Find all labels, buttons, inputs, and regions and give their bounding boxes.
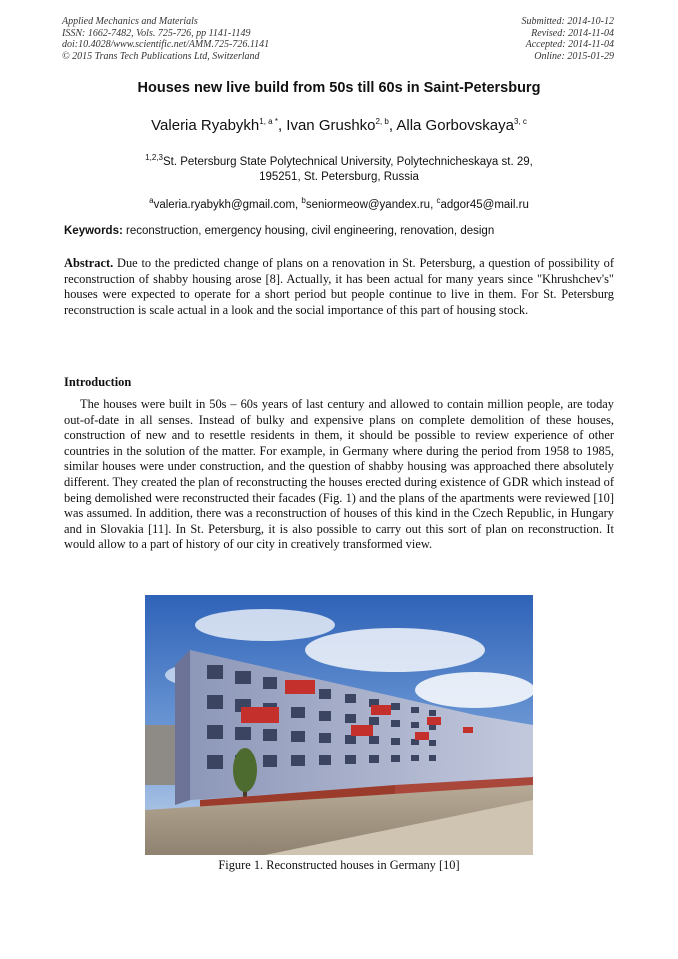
affiliation-line-1: St. Petersburg State Polytechnical University, Polytechnicheskaya st. 29, xyxy=(162,155,533,168)
journal-header-right xyxy=(522,16,615,62)
doi-line: doi:10.4028/www.scientific.net/AMM.725-726.1141 xyxy=(62,39,270,50)
journal-header-left xyxy=(62,16,269,62)
affiliation xyxy=(0,150,678,185)
author-sup: 3, c xyxy=(513,117,527,126)
accepted-date: Accepted: 2014-11-04 xyxy=(525,39,614,50)
abstract xyxy=(64,256,614,318)
journal-name: Applied Mechanics and Materials xyxy=(62,16,198,27)
abstract-label: Abstract. xyxy=(64,256,114,270)
revised-date: Revised: 2014-11-04 xyxy=(531,27,614,39)
author-sup: 2, b xyxy=(375,117,389,126)
affiliation-line-2: 195251, St. Petersburg, Russia xyxy=(259,170,419,183)
online-date: Online: 2015-01-29 xyxy=(534,50,614,62)
paper-title: Houses new live build from 50s till 60s in Saint-Petersburg xyxy=(137,80,541,96)
introduction-text: The houses were built in 50s – 60s years of last century and allowed to contain million people, are today out-of-date in all senses. Instead of bulky and expensive plans on complete demolition of these houses, construction of new and to resettle residents in them, it should be possible to review experience of other countries in the solution of the matter. For example, in Germany where during the period from 1958 to 1985, similar houses were under construction, and the question of shabby housing was approached there absolutely different. They created the plan of reconstructing the houses erected during existence of GDR which instead of being demolished were reconstructed their facades (Fig. 1) and the plans of the apartments were reviewed [10] was assumed. In addition, there was a reconstruction of houses of this kind in the Czech Republic, in Hungary and in Slovakia [11]. In St. Petersburg, it is also possible to carry out this sort of plan on reconstruction. It would allow to a part of history of our city in creatively transformed view. xyxy=(64,397,614,552)
email-link[interactable]: seniormeow@yandex.ru xyxy=(305,198,431,211)
author-name: Ivan Grushko xyxy=(286,117,376,134)
author-name: Alla Gorbovskaya xyxy=(396,117,514,134)
author-name: Valeria Ryabykh xyxy=(151,117,260,134)
building-photo-illustration xyxy=(145,595,533,855)
email-link[interactable]: valeria.ryabykh@gmail.com xyxy=(153,198,296,211)
author-list: Valeria Ryabykh$^{1, a *}$, Ivan Grushko$^{2, b}$, Alla Gorbovskaya$^{3, c}$ xyxy=(151,117,527,134)
keywords-text: reconstruction, emergency housing, civil engineering, renovation, design xyxy=(126,225,495,237)
email-sup: a xyxy=(149,196,154,205)
keywords-label: Keywords: xyxy=(64,225,123,237)
author-sup: 1, a * xyxy=(259,117,278,126)
email-list: $^a$valeria.ryabykh@gmail.com, $^b$seniormeow@yandex.ru, $^c$adgor45@mail.ru xyxy=(149,196,529,211)
figure-photo xyxy=(145,595,533,855)
figure-caption: Figure 1. Reconstructed houses in Germany [10] xyxy=(218,858,460,872)
email-sup: b xyxy=(301,196,306,205)
keywords xyxy=(64,225,620,237)
issn-line: ISSN: 1662-7482, Vols. 725-726, pp 1141-1149 xyxy=(62,27,251,39)
email-link[interactable]: adgor45@mail.ru xyxy=(440,198,529,211)
submitted-date: Submitted: 2014-10-12 xyxy=(521,16,614,27)
copyright-line: © 2015 Trans Tech Publications Ltd, Switzerland xyxy=(62,50,260,62)
email-sup: c xyxy=(436,196,441,205)
section-heading: Introduction xyxy=(64,375,132,389)
abstract-text: Due to the predicted change of plans on a renovation in St. Petersburg, a question of possibility of reconstruction of shabby housing arose [8]. Actually, it has been actual for many years since "Khrushchev's" houses were expected to operate for a short period but people continue to live in them. For St. Petersburg reconstruction is scale actual in a look and the social importance of this part of housing stock. xyxy=(64,256,614,317)
affiliation-sup: 1,2,3 xyxy=(145,153,163,162)
